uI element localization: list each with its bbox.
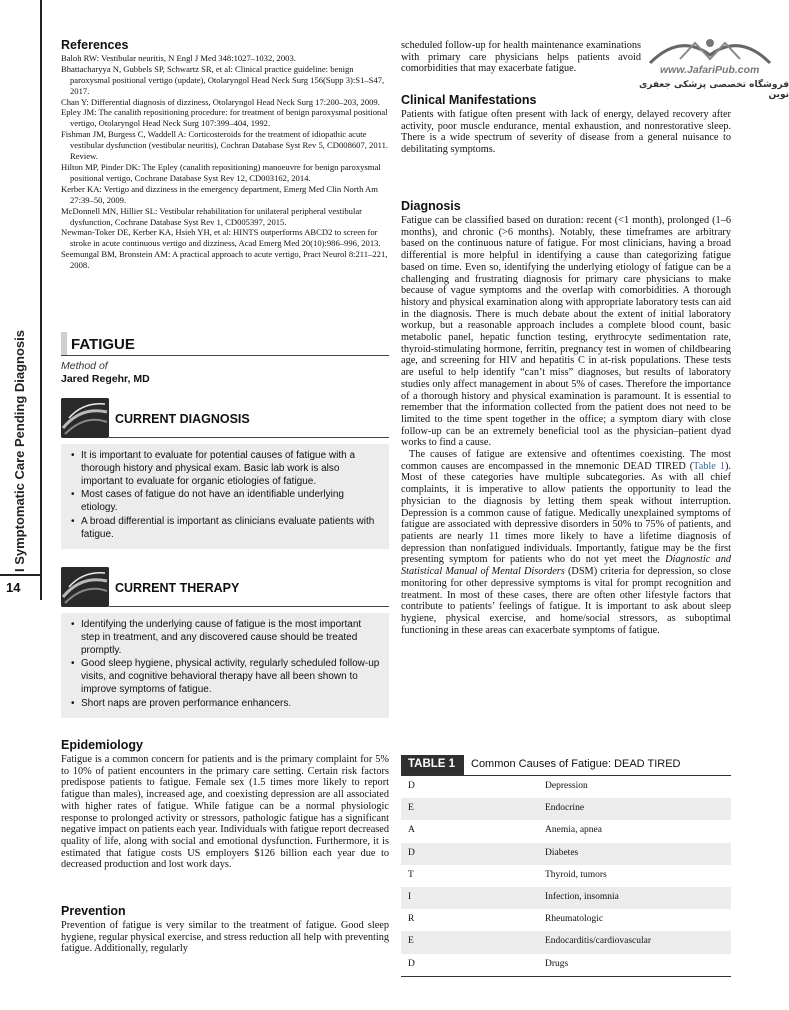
- reference-item: Hilton MP, Pinder DK: The Epley (canalith repositioning) manoeuvre for benign paroxysmal positional vertigo, Cochrane Database Syst Rev 12, CD003162, 2014.: [61, 161, 381, 183]
- diagnosis-paragraph-2: [401, 449, 731, 636]
- watermark-persian: فروشگاه تخصصی پزشکی جعفری نوین: [638, 80, 789, 100]
- callout-rule: [109, 437, 389, 438]
- clinical-heading: Clinical Manifestations: [401, 93, 537, 107]
- current-therapy-box: [61, 567, 389, 717]
- current-diagnosis-title: CURRENT DIAGNOSIS: [115, 412, 250, 426]
- mnemonic-letter: D: [408, 958, 415, 969]
- diagnosis-p2-mid: ). Most of these categories have multiple subcategories. As with all chief complaints, it is imperative to allow patients the opportunity to lead the physician to the diagnosis by letting them speak without interruption. Depression is a common cause of fatigue. Medically unexplained symptoms of fatigue are associated with depressive disorders in 50% to 75% of patients, and patients are nearly 11 times more likely to have a lifetime diagnosis of depression than nonfatigued individuals. Importantly, fatigue may be the first presenting symptom for patients who do not yet meet the: [401, 460, 731, 566]
- section-label-text: I Symptomatic Care Pending Diagnosis: [12, 330, 27, 572]
- swirl-icon: [61, 398, 109, 438]
- watermark-url: www.JafariPub.com: [660, 64, 760, 76]
- table-row: [401, 954, 731, 976]
- table-row: [401, 798, 731, 820]
- table-row: [401, 909, 731, 931]
- table-row: [401, 820, 731, 842]
- diagnosis-p2-before: The causes of fatigue are extensive and oftentimes coexisting. The most common causes are encompassed in the mnemonic DEAD TIRED (: [401, 449, 731, 472]
- current-diagnosis-box: [61, 398, 389, 543]
- mnemonic-letter: I: [408, 891, 412, 902]
- prevention-continuation-text: scheduled follow-up for health maintenance examinations with primary care physicians helps patients avoid comorbidities that may exacerbate fatigue.: [401, 40, 641, 75]
- therapy-bullet: • Short naps are proven performance enhancers.: [69, 698, 381, 711]
- therapy-bullet: • Good sleep hygiene, physical activity, regularly scheduled follow-up visits, and cognitive behavioral therapy have all been shown to improve symptoms of fatigue.: [69, 658, 381, 696]
- mnemonic-letter: E: [408, 803, 414, 814]
- diagnosis-section: [401, 199, 731, 636]
- article-header: [61, 332, 389, 356]
- method-of: Method of: [61, 360, 108, 372]
- reference-item: Kerber KA: Vertigo and dizziness in the emergency department, Emerg Med Clin North Am 27:39–50, 2009.: [61, 183, 378, 205]
- fatigue-cause: Rheumatologic: [545, 914, 604, 925]
- table-row: [401, 843, 731, 865]
- diagnosis-heading: Diagnosis: [401, 199, 461, 213]
- diagnosis-bullet: • Most cases of fatigue do not have an identifiable underlying etiology.: [69, 489, 381, 515]
- fatigue-cause: Anemia, apnea: [545, 825, 602, 836]
- diagnosis-bullet: • It is important to evaluate for potential causes of fatigue with a thorough history and physical exam. Basic lab work is also important to evaluate for organic etiologies of fatigue.: [69, 450, 381, 488]
- mnemonic-letter: D: [408, 847, 415, 858]
- page-number: 14: [6, 580, 21, 595]
- reference-item: Bhattacharyya N, Gubbels SP, Schwartz SR, et al: Clinical practice guideline: benign paroxysmal positional vertigo (update), Otolaryngol Head Neck Surg 156(Supp 3):S1–S47, 2017.: [61, 63, 385, 96]
- reference-item: Newman-Toker DE, Kerber KA, Hsieh YH, et al: HINTS outperforms ABCD2 to screen for stroke in acute continuous vertigo and dizziness, Acad Emerg Med 20(10):986–996, 2013.: [61, 227, 381, 249]
- reference-item: McDonnell MN, Hillier SL: Vestibular rehabilitation for unilateral peripheral vestibular dysfunction, Cochrane Database Syst Rev 1, CD005397, 2015.: [61, 205, 363, 227]
- diagnosis-bullet: • A broad differential is important as clinicians evaluate patients with fatigue.: [69, 516, 381, 542]
- table-row: [401, 931, 731, 953]
- current-diagnosis-list: [61, 444, 389, 549]
- mnemonic-letter: A: [408, 825, 415, 836]
- fatigue-cause: Depression: [545, 781, 588, 791]
- article-title: FATIGUE: [71, 336, 135, 353]
- epidemiology-section: [61, 738, 389, 871]
- reference-item: Baloh RW: Vestibular neuritis, N Engl J Med 348:1027–1032, 2003.: [61, 52, 296, 63]
- table-caption: Common Causes of Fatigue: DEAD TIRED: [471, 758, 681, 770]
- table-row: [401, 776, 731, 798]
- fatigue-cause: Endocrine: [545, 803, 585, 814]
- fatigue-cause: Thyroid, tumors: [545, 869, 607, 880]
- table-1: [401, 752, 731, 977]
- dsm-title: Diagnostic and Statistical Manual of Mental Disorders: [401, 554, 731, 578]
- diagnosis-p2-after: (DSM) criteria for depression, so close monitoring for other depressive symptoms is vital for prompt recognition and treatment. In most of these cases, there are often other lifestyle factors that contribute to patients’ feelings of fatigue. It is important to ask about sleep hygiene, physical exercise, and home/social stressors, as suboptimal functioning in these areas can exacerbate symptoms of fatigue.: [401, 566, 731, 636]
- fatigue-cause: Endocarditis/cardiovascular: [545, 936, 652, 947]
- references: [61, 40, 389, 271]
- mnemonic-letter: T: [408, 869, 414, 880]
- margin-rule: [40, 0, 42, 600]
- table-row: [401, 887, 731, 909]
- table-body: [401, 776, 731, 976]
- reference-item: Chan Y: Differential diagnosis of dizziness, Otolaryngol Head Neck Surg 17:200–203, 2009.: [61, 96, 380, 107]
- fatigue-cause: Diabetes: [545, 847, 579, 858]
- current-therapy-title: CURRENT THERAPY: [115, 581, 240, 595]
- references-heading: References: [61, 38, 129, 52]
- table-label: TABLE 1: [401, 755, 464, 775]
- title-rule: [61, 355, 389, 356]
- section-label: [12, 330, 28, 872]
- author: Jared Regehr, MD: [61, 373, 150, 385]
- fatigue-cause: Drugs: [545, 958, 569, 969]
- mnemonic-letter: E: [408, 936, 414, 947]
- table-1-link[interactable]: Table 1: [693, 460, 725, 472]
- table-header: [401, 752, 731, 776]
- mnemonic-letter: R: [408, 914, 415, 925]
- swirl-icon: [61, 567, 109, 607]
- reference-list: [61, 53, 389, 271]
- prevention-continuation: [401, 40, 731, 75]
- current-therapy-list: [61, 613, 389, 718]
- reference-item: Fishman JM, Burgess C, Waddell A: Corticosteroids for the treatment of idiopathic acute vestibular dysfunction (vestibular neuritis), Cochran Database Syst Rev 5, CD008607, 2011. Review.: [61, 129, 389, 162]
- therapy-bullet: • Identifying the underlying cause of fatigue is the most important step in treatment, and any discovered cause should be treated promptly.: [69, 619, 381, 657]
- reference-item: Epley JM: The canalith repositioning procedure: for treatment of benign paroxysmal positional vertigo, Otolaryngol Head Neck Surg 107:399–404, 1992.: [61, 107, 388, 129]
- epidemiology-text: Fatigue is a common concern for patients and is the primary complaint for 5% to 10% of patient encounters in the primary care setting. Certain risk factors predispose patients to fatigue. Female sex (1.5 times more likely to report fatigue than males), increased age, and coexisting depression are all associated with higher rates of fatigue. While fatigue can be a normal physiologic response to prolonged activity or stressors, pathologic fatigue has a significant negative impact on patients each year. Individuals with fatigue report decreased quality of life, along with social and emotional dysfunction. Furthermore, it is estimated that fatigue costs US employers $126 billion each year due to decreased production and lost work days.: [61, 754, 389, 871]
- table-row: [401, 865, 731, 887]
- prevention-section: [61, 904, 389, 955]
- diagnosis-paragraph-1: Fatigue can be classified based on duration: recent (<1 month), prolonged (1–6 months), and chronic (>6 months). Notably, these timeframes are arbitrary based on the continuous nature of fatigue. For most clinicians, having a broad differential is more helpful in identifying a cause than categorizing fatigue based on time. Even so, identifying the underlying etiology of fatigue can be a challenging and frustrating diagnosis for primary care physicians to make because of vague symptoms and the overlap with comorbidities. A thorough history and physical examination along with appropriate laboratory tests can aid in the diagnosis. There is much debate about the extent of initial laboratory workup, but a reasonable approach includes a complete blood count, basic metabolic panel, hepatic function testing, erythrocyte sedimentation rate, thyroid-stimulating hormone, ferritin, pregnancy test in women of childbearing age, and screening for HIV and hepatitis C in at-risk populations. These tests are useful to help identify “can’t miss” diagnoses, but results of laboratory studies only affect management in about 5% of cases. Therefore the importance of a thorough history and physical examination is paramount. It is essential to remember that the information collected from the patient does not need to be limited to the time spent together in the office; a symptom diary with close follow-up can be an extremely beneficial tool as the physician–patient dyad works to find a cause.: [401, 215, 731, 449]
- callout-rule: [109, 606, 389, 607]
- clinical-text: Patients with fatigue often present with lack of energy, delayed recovery after activity, poor muscle endurance, mental exhaustion, and nonrestorative sleep. There is a wide spectrum of severity of disease from a general nuisance to debilitating symptoms.: [401, 109, 731, 156]
- fatigue-cause: Infection, insomnia: [545, 891, 619, 902]
- table-bottom-rule: [401, 976, 731, 977]
- reference-item: Seemungal BM, Bronstein AM: A practical approach to acute vertigo, Pract Neurol 8:211–221, 2008.: [61, 249, 388, 271]
- epidemiology-heading: Epidemiology: [61, 738, 143, 752]
- title-accent-bar: [61, 332, 67, 356]
- clinical-section: [401, 93, 731, 156]
- prevention-heading: Prevention: [61, 904, 126, 918]
- mnemonic-letter: D: [408, 781, 415, 791]
- prevention-text: Prevention of fatigue is very similar to the treatment of fatigue. Good sleep hygiene, regular physical exercise, and stress reduction all help with preventing fatigue. Additionally, regularly: [61, 920, 389, 955]
